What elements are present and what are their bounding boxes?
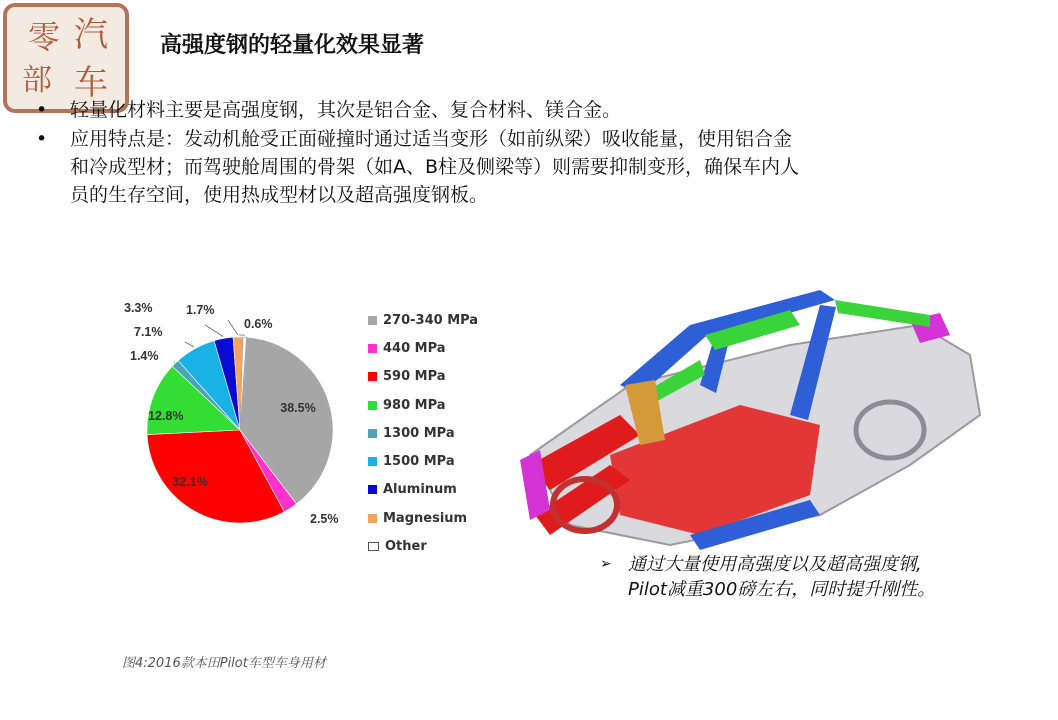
legend-swatch	[368, 372, 377, 381]
legend-swatch	[368, 316, 377, 325]
legend-swatch	[368, 457, 377, 466]
leader-line	[228, 320, 238, 335]
page-title: 高强度钢的轻量化效果显著	[160, 33, 425, 58]
legend-swatch	[368, 514, 377, 523]
data-label: 12.8%	[148, 409, 184, 423]
bullet-line: 轻量化材料主要是高强度钢，其次是铝合金、复合材料、镁合金。	[70, 99, 622, 121]
legend-label: Aluminum	[383, 482, 457, 498]
bullet-dot: •	[36, 99, 48, 121]
data-label: 32.1%	[172, 475, 208, 489]
data-label: 2.5%	[310, 512, 339, 526]
data-label: 1.7%	[186, 303, 215, 317]
legend-swatch	[368, 344, 377, 353]
legend-item	[368, 363, 498, 391]
legend-swatch	[368, 485, 377, 494]
bullet-line: 和冷成型材；而驾驶舱周围的骨架（如A、B柱及侧梁等）则需要抑制变形，确保车内人	[70, 156, 800, 178]
legend-label: 590 MPa	[383, 369, 446, 385]
legend-item	[368, 391, 498, 419]
seal-char-4: 车	[74, 63, 108, 103]
legend-item	[368, 504, 498, 532]
bullet-list	[30, 96, 1000, 210]
chart-legend	[368, 306, 498, 561]
legend-label: 980 MPa	[383, 397, 446, 413]
data-label: 0.6%	[244, 317, 273, 331]
seal-char-1: 零	[28, 18, 61, 56]
bullet-item	[30, 96, 1000, 124]
data-label: 3.3%	[124, 301, 153, 315]
note-line: 通过大量使用高强度以及超高强度钢,	[628, 554, 922, 575]
legend-label: 1300 MPa	[383, 425, 455, 441]
seal-char-3: 部	[22, 63, 52, 98]
legend-item	[368, 334, 498, 362]
figure-caption: 图4:2016款本田Pilot车型车身用材	[122, 656, 326, 671]
bullet-line: 应用特点是：发动机舱受正面碰撞时通过适当变形（如前纵梁）吸收能量，使用铝合金	[70, 128, 793, 150]
legend-swatch	[368, 401, 377, 410]
data-label: 38.5%	[280, 401, 316, 415]
legend-swatch	[368, 429, 377, 438]
note-line: Pilot减重300磅左右，同时提升刚性。	[628, 579, 936, 600]
legend-item	[368, 419, 498, 447]
legend-item	[368, 447, 498, 475]
legend-label: 440 MPa	[383, 340, 446, 356]
bullet-item	[30, 125, 1000, 209]
legend-item	[368, 532, 498, 560]
legend-item	[368, 476, 498, 504]
bullet-line: 员的生存空间，使用热成型材以及超高强度钢板。	[70, 184, 489, 206]
car-body-structure-image	[490, 265, 1000, 585]
legend-swatch	[368, 542, 379, 551]
legend-item	[368, 306, 498, 334]
bullet-dot: •	[36, 128, 48, 150]
arrow-bullet-icon: ➢	[600, 556, 612, 572]
leader-line	[205, 325, 223, 337]
data-label: 7.1%	[134, 325, 163, 339]
leader-line	[185, 342, 194, 347]
data-label: 1.4%	[130, 349, 159, 363]
legend-label: Other	[385, 539, 427, 555]
seal-char-2: 汽	[74, 15, 108, 55]
legend-label: 1500 MPa	[383, 454, 455, 470]
legend-label: Magnesium	[383, 510, 468, 526]
legend-label: 270-340 MPa	[383, 312, 479, 328]
callout-note	[600, 552, 1020, 602]
